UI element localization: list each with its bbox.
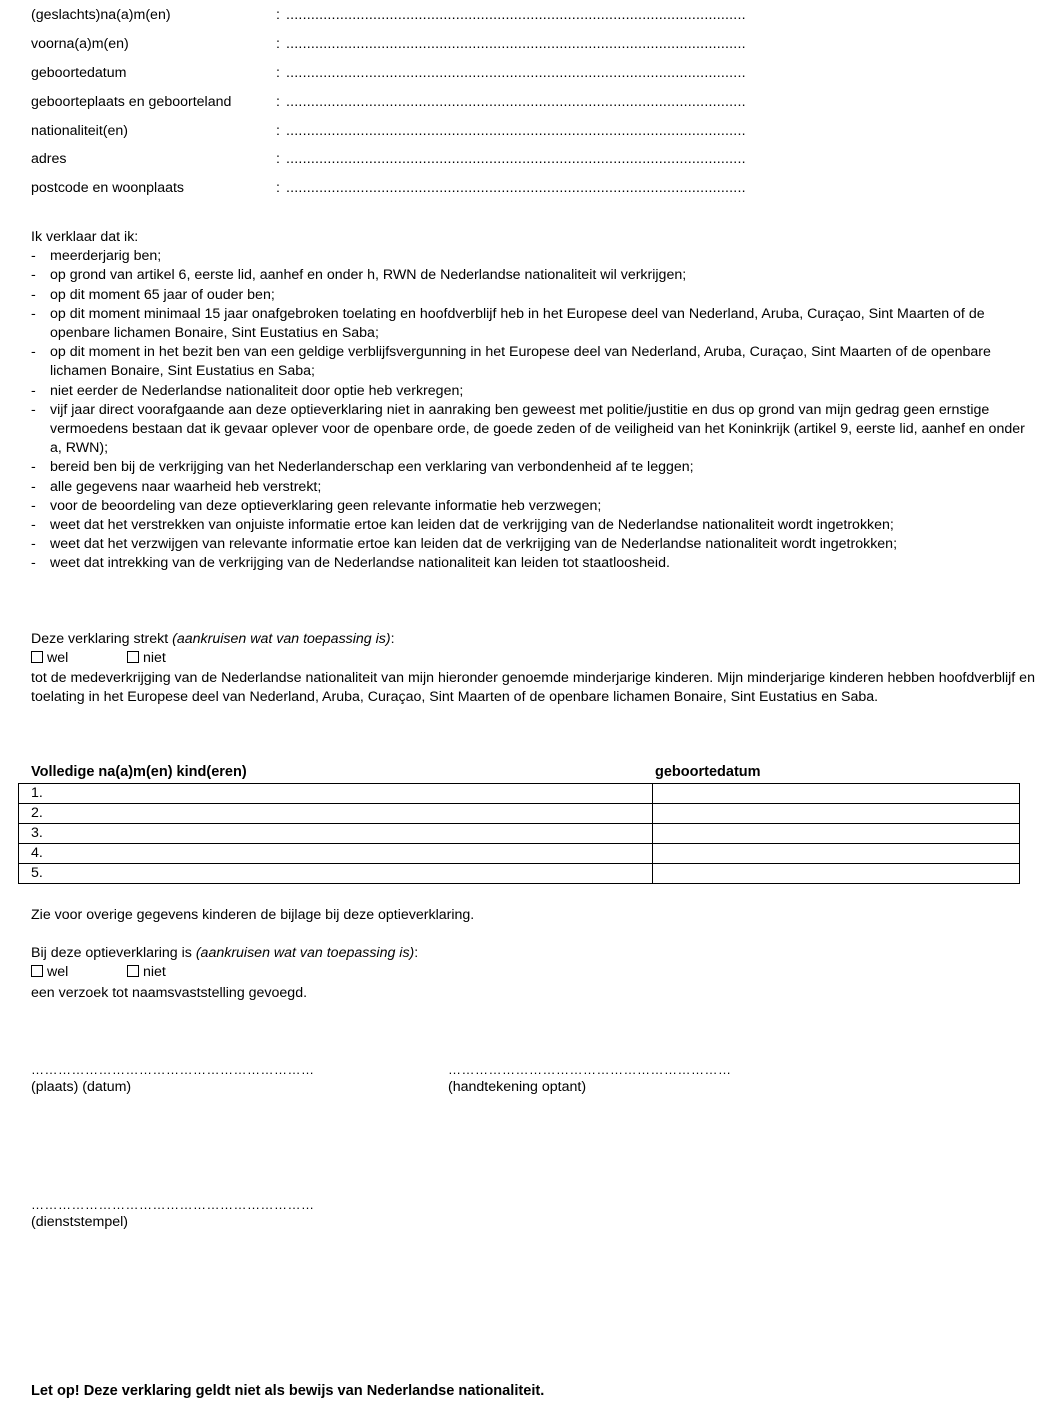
place-date-caption: (plaats) (datum) [31,1079,132,1095]
postcode-city-field[interactable]: ............................................................................................................... [286,180,746,196]
extension-option-yes[interactable] [31,650,127,666]
declaration-item-text: op dit moment minimaal 15 jaar onafgebroken toelating en hoofdverblijf heb in het Europese deel van Nederland, Aruba, Curaçao, Sint Maarten of de openbare lichamen Bonaire, Sint Eustatius en Saba; [50,305,985,342]
declaration-item-text: bereid ben bij de verkrijging van het Nederlanderschap een verklaring van verbondenheid af te leggen; [50,459,694,476]
declaration-item-text: voor de beoordeling van deze optieverklaring geen relevante informatie heb verzwegen; [50,497,602,514]
child-name-cell[interactable]: 3. [19,824,653,844]
child-birthdate-cell[interactable] [653,804,1020,824]
field-label-surname: (geslachts)na(a)m(en) [31,7,171,23]
naming-intro-line [31,944,1036,963]
nationality-field[interactable]: ............................................................................................................... [286,123,746,139]
stamp-caption: (dienststempel) [31,1214,128,1230]
field-label-postcode-city: postcode en woonplaats [31,180,185,196]
declaration-item-text: alle gegevens naar waarheid heb verstrekt; [50,478,322,495]
naming-instruction: (aankruisen wat van toepassing is) [195,945,415,961]
list-dash: - [31,248,36,265]
place-date-line[interactable]: ……………………………………………………… [31,1062,315,1077]
column-header-birthdate: geboortedatum [655,764,761,780]
extension-intro-line [31,630,1036,649]
declaration-intro: Ik verklaar dat ik: [31,229,139,245]
declaration-section [31,228,1036,574]
naming-colon: : [414,945,419,961]
naming-text: een verzoek tot naamsvaststelling gevoegd. [31,985,308,1001]
signature-line[interactable]: ……………………………………………………… [448,1062,732,1077]
declaration-item [31,478,1036,497]
field-label-birth-date: geboortedatum [31,65,127,81]
declaration-item [31,535,1036,554]
field-label-address: adres [31,151,67,167]
field-label-first-names: voorna(a)m(en) [31,36,129,52]
list-dash: - [31,286,36,303]
extension-instruction: (aankruisen wat van toepassing is) [172,631,391,647]
table-row [19,824,1020,844]
list-dash: - [31,536,36,553]
declaration-item-text: vijf jaar direct voorafgaande aan deze optieverklaring niet in aanraking ben geweest met politie/justitie en dus op grond van mijn gedrag geen ernstige vermoedens bestaan dat ik gevaar oplever voor de openbare orde, de goede zeden of de veiligheid van het Koninkrijk (artikel 9, eerste lid, aanhef en onder a, RWN); [50,401,1025,457]
field-colon: : [276,7,280,23]
declaration-list [31,247,1036,573]
checkbox-icon[interactable] [127,651,139,663]
option-label: wel [47,650,69,666]
option-label: niet [143,964,166,980]
declaration-item [31,382,1036,401]
option-label: niet [143,650,166,666]
field-colon: : [276,65,280,81]
child-name-cell[interactable]: 5. [19,864,653,884]
surname-field[interactable]: ............................................................................................................... [286,7,746,23]
field-colon: : [276,94,280,110]
child-birthdate-cell[interactable] [653,784,1020,804]
extension-choice [31,650,166,666]
table-row [19,784,1020,804]
declaration-item-text: weet dat het verzwijgen van relevante informatie ertoe kan leiden dat de verkrijging van de Nederlandse nationaliteit wordt ingetrokken; [50,536,898,553]
signature-caption: (handtekening optant) [448,1079,587,1095]
declaration-item [31,401,1036,459]
declaration-item-text: op grond van artikel 6, eerste lid, aanhef en onder h, RWN de Nederlandse nationaliteit wil verkrijgen; [50,267,687,284]
list-dash: - [31,555,36,572]
declaration-item [31,266,1036,285]
naming-choice [31,964,166,980]
child-birthdate-cell[interactable] [653,824,1020,844]
list-dash: - [31,497,36,514]
declaration-item [31,305,1036,343]
declaration-item [31,554,1036,573]
field-colon: : [276,180,280,196]
naming-option-no[interactable] [127,964,166,980]
child-name-cell[interactable]: 4. [19,844,653,864]
declaration-item [31,286,1036,305]
first-names-field[interactable]: ............................................................................................................... [286,36,746,52]
table-row [19,804,1020,824]
child-name-cell[interactable]: 1. [19,784,653,804]
footer-warning: Let op! Deze verklaring geldt niet als bewijs van Nederlandse nationaliteit. [31,1383,545,1399]
list-dash: - [31,478,36,495]
list-dash: - [31,459,36,476]
checkbox-icon[interactable] [127,965,139,977]
checkbox-icon[interactable] [31,651,43,663]
column-header-name: Volledige na(a)m(en) kind(eren) [31,764,247,780]
child-name-cell[interactable]: 2. [19,804,653,824]
declaration-item [31,343,1036,381]
list-dash: - [31,267,36,284]
extension-colon: : [390,631,395,647]
declaration-item-text: op dit moment in het bezit ben van een geldige verblijfsvergunning in het Europese deel van Nederland, Aruba, Curaçao, Sint Maarten of de openbare lichamen Bonaire, Sint Eustatius en Saba; [50,344,991,380]
field-label-nationality: nationaliteit(en) [31,123,129,139]
child-birthdate-cell[interactable] [653,844,1020,864]
declaration-item [31,247,1036,266]
birth-place-field[interactable]: ............................................................................................................... [286,94,746,110]
field-colon: : [276,151,280,167]
address-field[interactable]: ............................................................................................................... [286,151,746,167]
extension-intro: Deze verklaring strekt [31,631,169,647]
field-colon: : [276,123,280,139]
extension-text: tot de medeverkrijging van de Nederlandse nationaliteit van mijn hieronder genoemde minderjarige kinderen. Mijn minderjarige kinderen hebben hoofdverblijf en toelating in het Europese deel van Nederland, Aruba, Curaçao, Sint Maarten of de openbare lichamen Bonaire, Sint Eustatius en Saba. [31,670,1035,706]
naming-option-yes[interactable] [31,964,127,980]
child-birthdate-cell[interactable] [653,864,1020,884]
children-table [18,783,1020,884]
declaration-item-text: op dit moment 65 jaar of ouder ben; [50,286,275,303]
appendix-note: Zie voor overige gegevens kinderen de bijlage bij deze optieverklaring. [31,907,475,923]
list-dash: - [31,382,36,399]
field-colon: : [276,36,280,52]
declaration-item [31,497,1036,516]
list-dash: - [31,517,36,534]
declaration-item-text: meerderjarig ben; [50,248,162,265]
table-row [19,864,1020,884]
list-dash: - [31,401,36,418]
checkbox-icon[interactable] [31,965,43,977]
declaration-item-text: weet dat intrekking van de verkrijging van de Nederlandse nationaliteit kan leiden tot staatloosheid. [50,555,670,572]
list-dash: - [31,305,36,322]
table-row [19,844,1020,864]
list-dash: - [31,344,36,361]
declaration-item [31,516,1036,535]
field-label-birth-place: geboorteplaats en geboorteland [31,94,232,110]
birth-date-field[interactable]: ............................................................................................................... [286,65,746,81]
stamp-line[interactable]: ……………………………………………………… [31,1197,315,1212]
extension-option-no[interactable] [127,650,166,666]
declaration-item-text: niet eerder de Nederlandse nationaliteit door optie heb verkregen; [50,382,464,399]
declaration-item [31,458,1036,477]
declaration-item-text: weet dat het verstrekken van onjuiste informatie ertoe kan leiden dat de verkrijging van de Nederlandse nationaliteit wordt ingetrokken; [50,517,894,534]
naming-intro: Bij deze optieverklaring is [31,945,192,961]
option-label: wel [47,964,69,980]
